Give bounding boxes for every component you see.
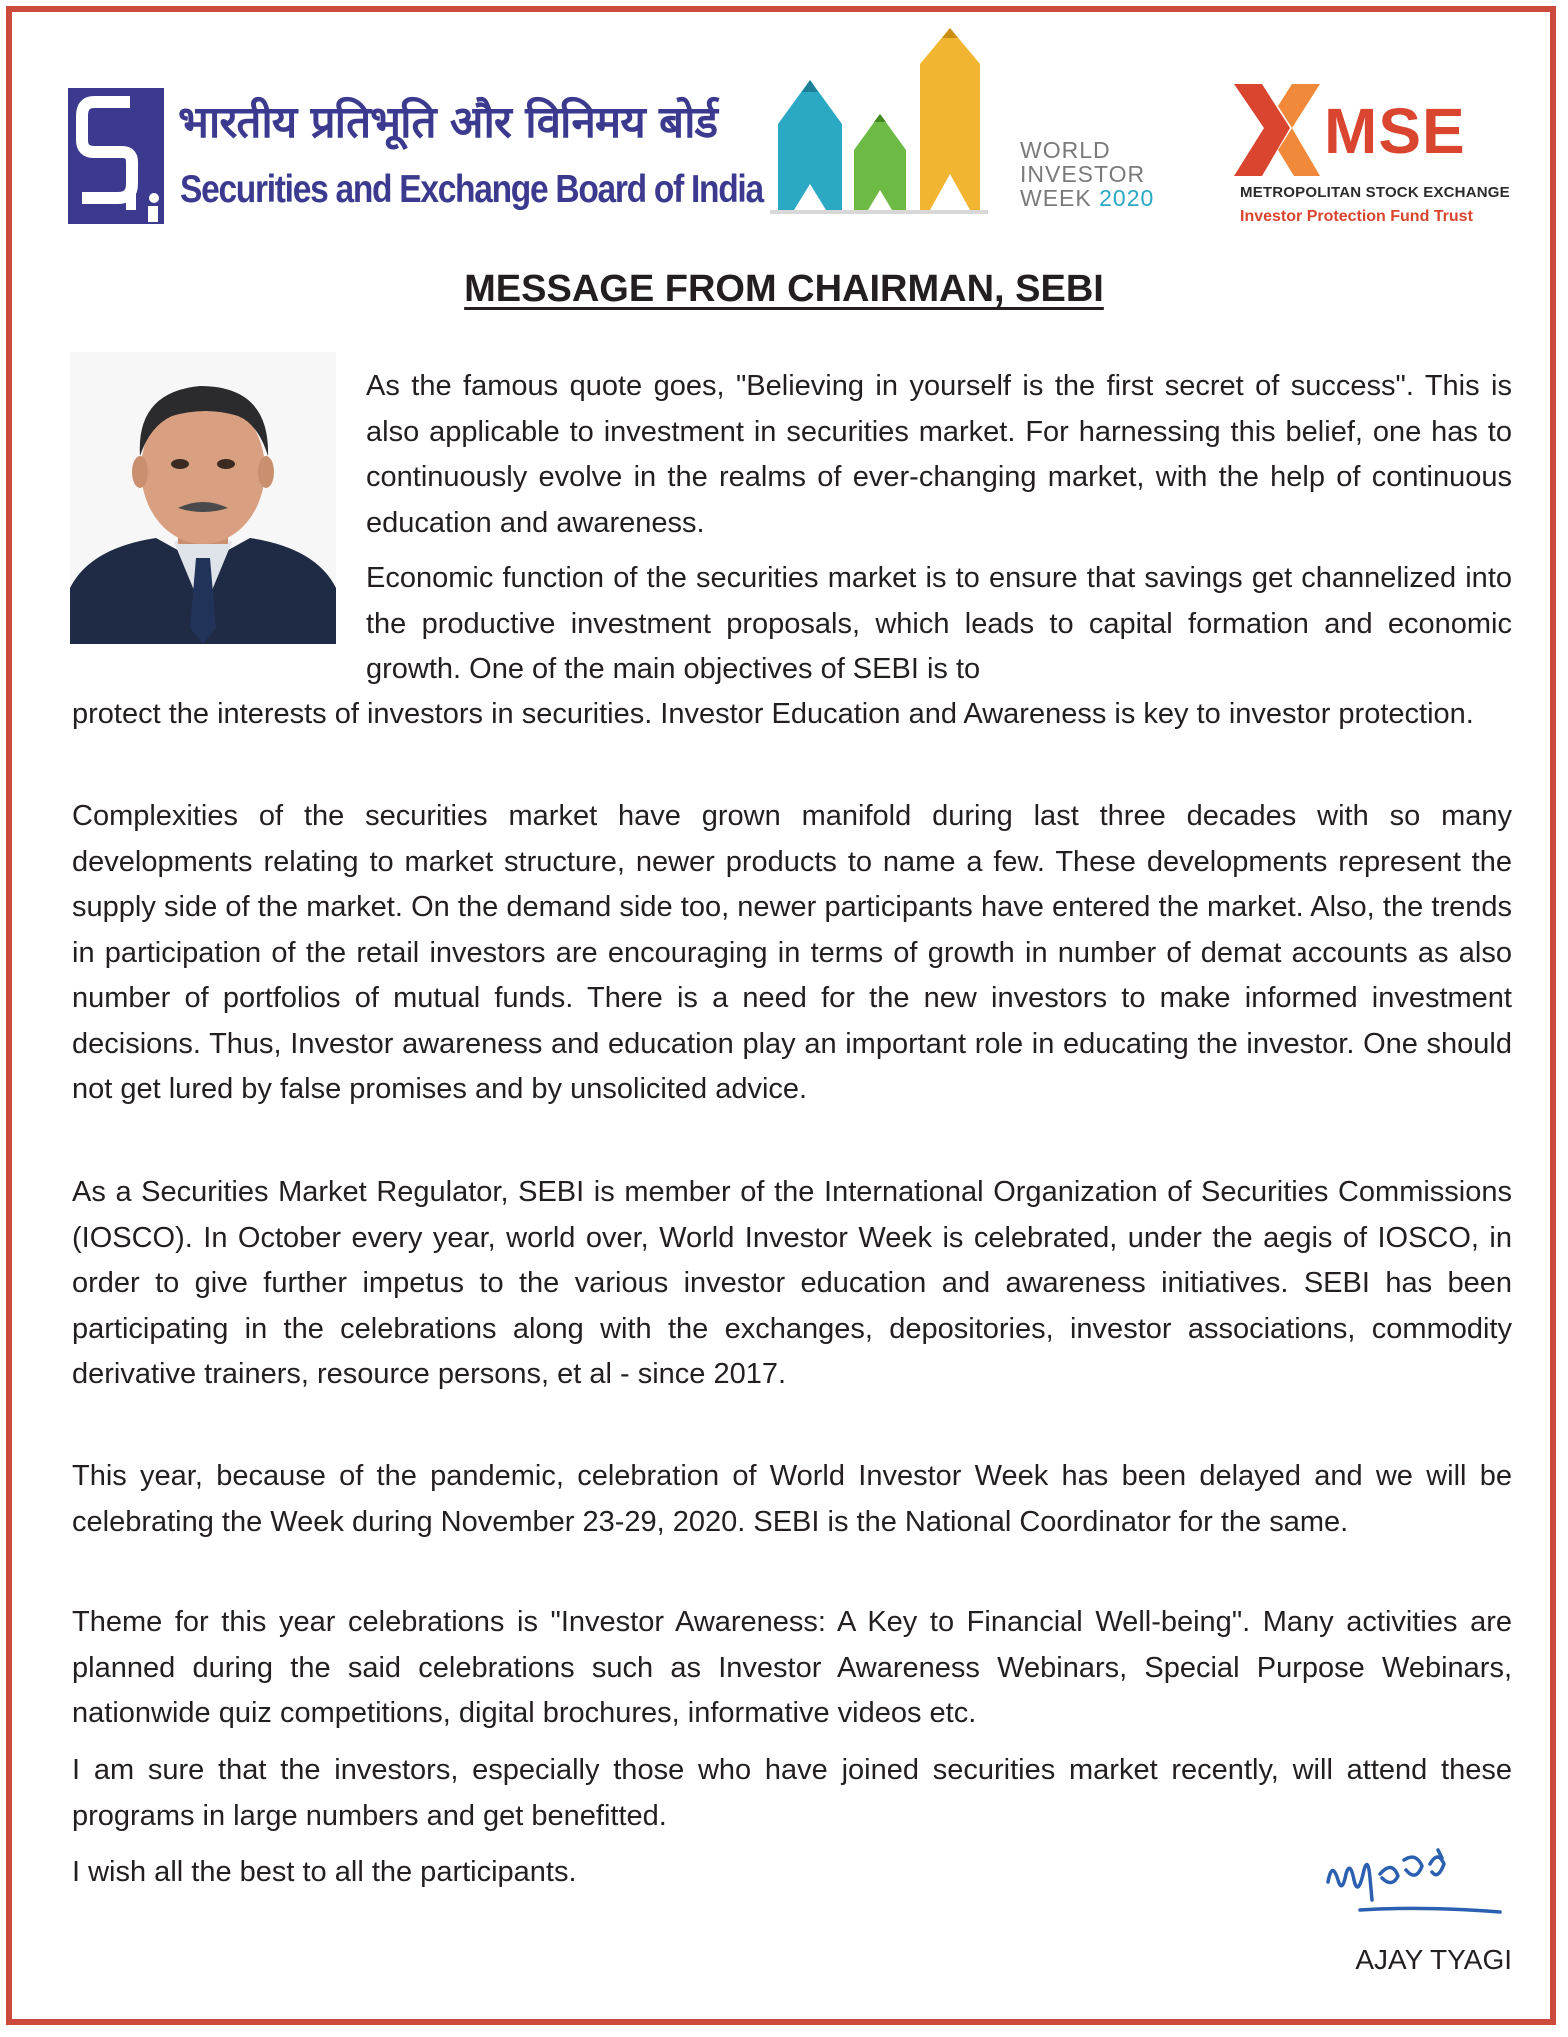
sebi-emblem-icon	[68, 88, 164, 224]
handwritten-signature	[1320, 1830, 1510, 1920]
paragraph-iosco: As a Securities Market Regulator, SEBI is member of the International Organization of Securities Commissions (IOSCO). In October every year, world over, World Investor Week is celebrated, under the aegis of IOSCO, in order to give further impetus to the various investor education and awareness initiatives. SEBI has been participating in the celebrations along with the exchanges, depositories, investor associations, commodity derivative trainers, resource persons, et al - since 2017.	[72, 1176, 1512, 1390]
paragraph-participation: I am sure that the investors, especially those who have joined securities market recently, will attend these programs in large numbers and get benefitted.	[72, 1754, 1512, 1832]
mse-logo	[1232, 80, 1522, 230]
sebi-english-name: Securities and Exchange Board of India	[180, 168, 763, 211]
paragraph-complexities: Complexities of the securities market have grown manifold during last three decades with so many developments relating to market structure, newer products to name a few. These developments represent the supply side of the market. On the demand side too, newer participants have entered the market. Also, the trends in participation of the retail investors are encouraging in terms of growth in number of demat accounts as also number of portfolios of mutual funds. There is a need for the new investors to make informed investment decisions. Thus, Investor awareness and education play an important role in educating the investor. One should not get lured by false promises and by unsolicited advice.	[72, 800, 1512, 1105]
mse-trust-name: Investor Protection Fund Trust	[1240, 208, 1473, 225]
mse-wordmark: MSE	[1324, 95, 1466, 167]
wiw-wordmark	[1020, 138, 1154, 210]
wiw-year: 2020	[1099, 185, 1155, 211]
mse-x-icon	[1232, 84, 1322, 184]
paragraph-economic-function: Economic function of the securities market is to ensure that savings get channelized into the productive investment proposals, which leads to capital formation and economic growth. One of the main objectives of SEBI is to	[366, 562, 1512, 685]
world-investor-week-logo	[770, 24, 1170, 224]
page-title: MESSAGE FROM CHAIRMAN, SEBI	[464, 268, 1104, 310]
sebi-logo	[68, 86, 763, 226]
wiw-line-3: WEEK 2020	[1020, 185, 1155, 211]
mse-full-name: METROPOLITAN STOCK EXCHANGE	[1240, 184, 1510, 201]
paragraph-theme: Theme for this year celebrations is "Investor Awareness: A Key to Financial Well-being". Many activities are planned during the said celebrations such as Investor Awareness Webinars, Special Purpose Webinars, nationwide quiz competitions, digital brochures, informative videos etc.	[72, 1606, 1512, 1729]
paragraph-this-year: This year, because of the pandemic, celebration of World Investor Week has been delayed and we will be celebrating the Week during November 23-29, 2020. SEBI is the National Coordinator for the same.	[72, 1460, 1512, 1538]
paragraph-investor-protection: protect the interests of investors in securities. Investor Education and Awareness is key to investor protection.	[72, 698, 1474, 730]
paragraph-closing: I wish all the best to all the participants.	[72, 1856, 577, 1888]
signatory-name: AJAY TYAGI	[1355, 1944, 1512, 1975]
wiw-line-2: INVESTOR	[1020, 161, 1146, 187]
pencils-icon	[770, 24, 1010, 224]
paragraph-intro: As the famous quote goes, "Believing in yourself is the first secret of success". This is also applicable to investment in securities market. For harnessing this belief, one has to continuously evolve in the realms of ever-changing market, with the help of continuous education and awareness.	[366, 370, 1512, 539]
wiw-line-1: WORLD	[1020, 137, 1111, 163]
sebi-hindi-name: भारतीय प्रतिभूति और विनिमय बोर्ड	[178, 97, 718, 148]
chairman-photo	[70, 352, 336, 644]
